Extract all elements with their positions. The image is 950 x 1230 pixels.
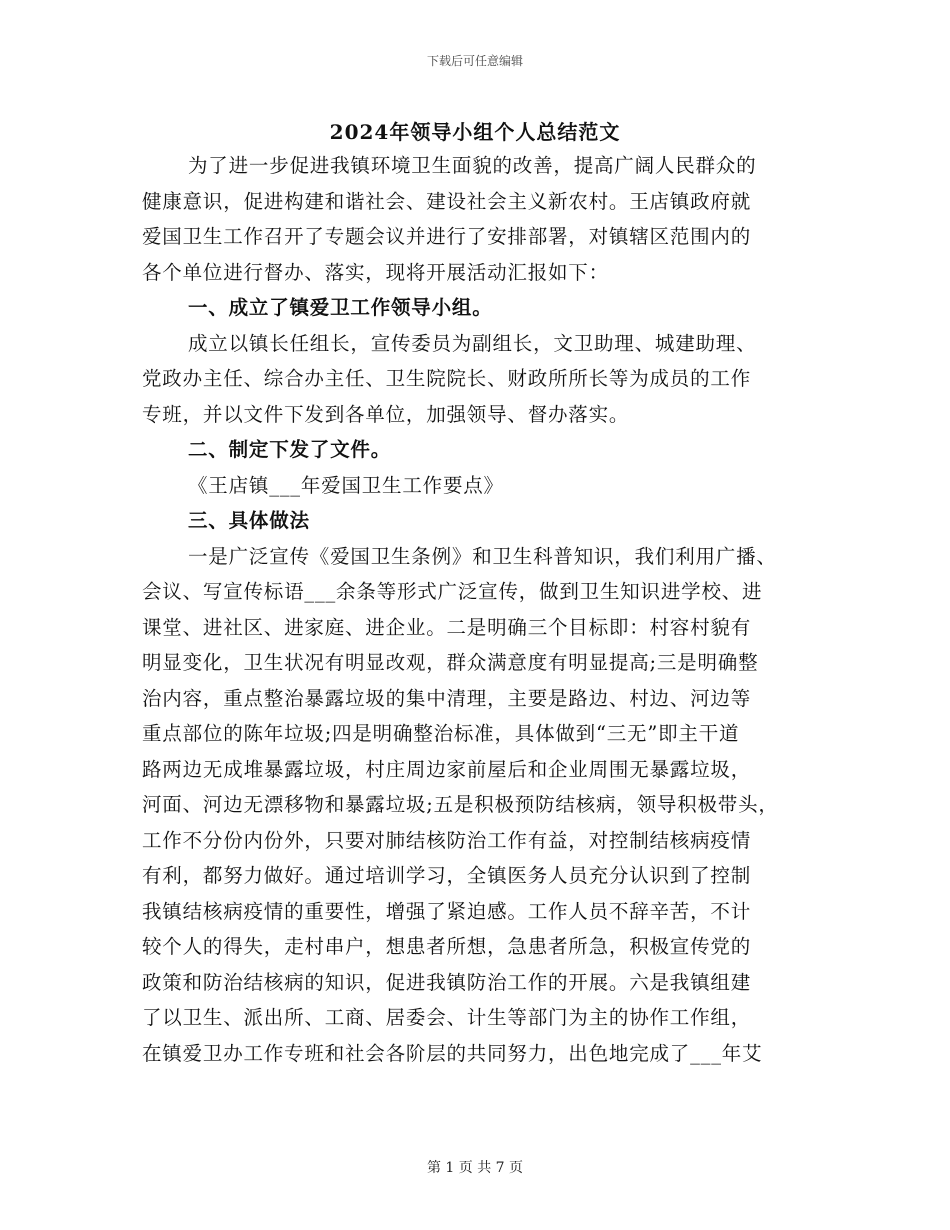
document-title: 2024年领导小组个人总结范文 (329, 120, 621, 144)
paragraph-line: 爱国卫生工作召开了专题会议并进行了安排部署，对镇辖区范围内的 (142, 225, 752, 248)
paragraph-line: 健康意识，促进构建和谐社会、建设社会主义新农村。王店镇政府就 (142, 189, 752, 213)
paragraph-line: 重点部位的陈年垃圾;四是明确整治标准，具体做到“三无”即主干道 (142, 722, 740, 745)
section-heading: 一、成立了镇爱卫工作领导小组。 (188, 296, 493, 319)
paragraph-line: 各个单位进行督办、落实，现将开展活动汇报如下： (142, 260, 609, 284)
paragraph-line: 党政办主任、综合办主任、卫生院院长、财政所所长等为成员的工作 (142, 367, 752, 390)
paragraph-line: 在镇爱卫办工作专班和社会各阶层的共同努力，出色地完成了___年艾 (142, 1041, 763, 1065)
paragraph-line: 成立以镇长任组长，宣传委员为副组长，文卫助理、城建助理、 (188, 331, 757, 355)
paragraph-line: 明显变化，卫生状况有明显改观，群众满意度有明显提高;三是明确整 (142, 651, 759, 674)
paragraph-line: 政策和防治结核病的知识，促进我镇防治工作的开展。六是我镇组建 (142, 970, 752, 994)
paragraph-line: 一是广泛宣传《爱国卫生条例》和卫生科普知识，我们利用广播、 (188, 544, 777, 568)
section-heading: 二、制定下发了文件。 (188, 438, 392, 461)
section-heading: 三、具体做法 (188, 509, 310, 532)
paragraph-line: 为了进一步促进我镇环境卫生面貌的改善，提高广阔人民群众的 (188, 154, 757, 177)
paragraph-line: 《王店镇___年爱国卫生工作要点》 (188, 473, 504, 497)
paragraph-line: 工作不分份内份外，只要对肺结核防治工作有益，对控制结核病疫情 (142, 828, 752, 852)
document-body (142, 148, 812, 1071)
paragraph-line: 了以卫生、派出所、工商、居委会、计生等部门为主的协作工作组， (142, 1006, 752, 1029)
paragraph-line: 有利，都努力做好。通过培训学习，全镇医务人员充分认识到了控制 (142, 864, 752, 887)
paragraph-line: 较个人的得失，走村串户，想患者所想，急患者所急，积极宣传党的 (142, 935, 752, 958)
paragraph-line: 专班，并以文件下发到各单位，加强领导、督办落实。 (142, 402, 630, 426)
paragraph-line: 路两边无成堆暴露垃圾，村庄周边家前屋后和企业周围无暴露垃圾， (142, 757, 752, 781)
paragraph-line: 治内容，重点整治暴露垃圾的集中清理，主要是路边、村边、河边等 (142, 686, 752, 710)
paragraph-line: 我镇结核病疫情的重要性，增强了紧迫感。工作人员不辞辛苦，不计 (142, 899, 752, 923)
paragraph-line: 会议、写宣传标语___余条等形式广泛宣传，做到卫生知识进学校、进 (142, 580, 763, 603)
page-header: 下载后可任意编辑 (426, 54, 523, 68)
page-footer: 第 1 页 共 7 页 (426, 1160, 524, 1176)
paragraph-line: 河面、河边无漂移物和暴露垃圾;五是积极预防结核病，领导积极带头， (142, 793, 779, 816)
paragraph-line: 课堂、进社区、进家庭、进企业。二是明确三个目标即：村容村貌有 (142, 615, 752, 639)
